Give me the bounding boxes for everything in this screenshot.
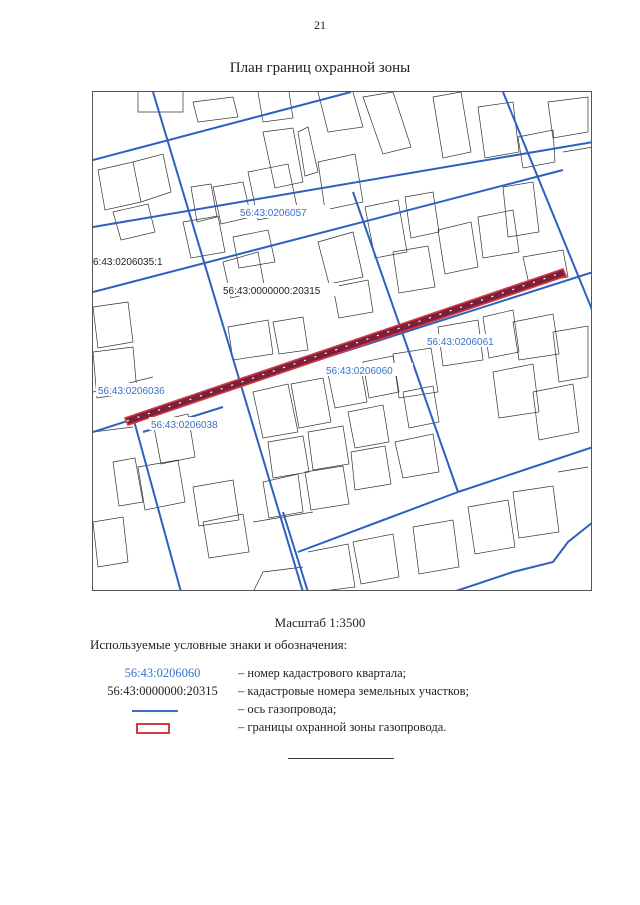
legend-item — [90, 666, 590, 684]
red-rectangle-icon — [136, 723, 170, 734]
legend-title: Используемые условные знаки и обозначения: — [90, 637, 348, 652]
blue-line-icon — [132, 710, 178, 712]
parcel-label-20315: 56:43:0000000:20315 — [223, 286, 321, 297]
legend-parcel-number-symbol: 56:43:0000000:20315 — [107, 684, 218, 698]
legend-description: – границы охранной зоны газопровода. — [238, 720, 447, 734]
quarter-label-0206057: 56:43:0206057 — [240, 208, 307, 219]
quarter-label-0206036: 56:43:0206036 — [98, 386, 165, 397]
page-number: 21 — [314, 18, 326, 32]
legend-quarter-number-symbol: 56:43:0206060 — [124, 666, 201, 680]
parcel-outlines — [93, 92, 592, 591]
page-title: План границ охранной зоны — [229, 60, 411, 76]
quarter-label-0206061: 56:43:0206061 — [427, 337, 494, 348]
quarter-label-0206038: 56:43:0206038 — [151, 420, 218, 431]
legend-description: – номер кадастрового квартала; — [238, 666, 407, 680]
cadastral-map — [92, 91, 592, 591]
legend-item — [90, 720, 590, 738]
legend-item — [90, 702, 590, 720]
legend-description: – кадастровые номера земельных участков; — [238, 684, 469, 698]
map-scale: Масштаб 1:3500 — [274, 615, 366, 630]
legend-item — [90, 684, 590, 702]
divider — [288, 758, 394, 759]
legend-description: – ось газопровода; — [238, 702, 337, 716]
quarter-label-0206035: 6:43:0206035:1 — [93, 257, 163, 268]
legend — [90, 666, 590, 738]
quarter-label-0206060: 56:43:0206060 — [326, 366, 393, 377]
